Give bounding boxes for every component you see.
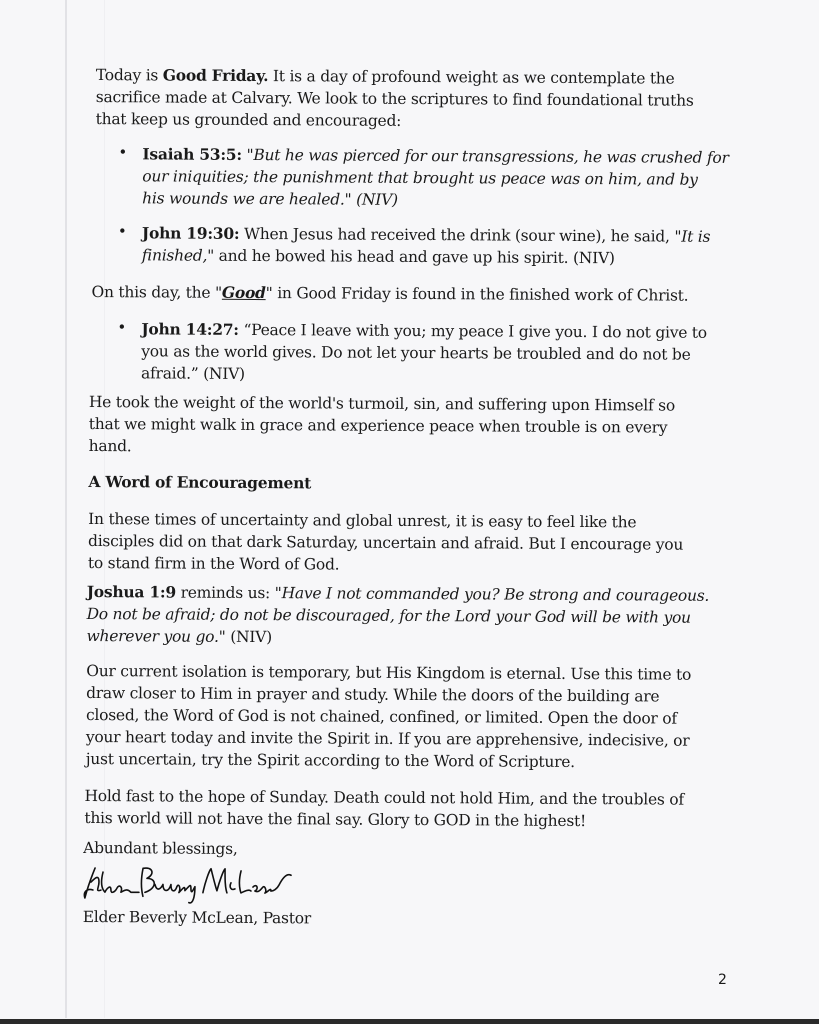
bullet-icon: • [117, 222, 127, 241]
scripture-ref: Isaiah 53:5: [142, 144, 242, 164]
joshua-paragraph: Joshua 1:9 reminds us: "Have I not commanded you? Be strong and courageous. Do not be afraid; do not be discouraged, for the Lord your God will be with you wherever you go." (NIV) [86, 581, 710, 647]
list-item-isaiah: Isaiah 53:5: "But he was pierced for our transgressions, he was crushed for our iniquities; the punishment that brought us peace was on him, and by his wounds we are healed." (NIV) [142, 144, 729, 209]
good-emphasis: Good [221, 282, 266, 303]
list-item-john-14-27: John 14:27: “Peace I leave with you; my peace I give you. I do not give to you as the world gives. Do not let your hearts be troubled and do not be afraid.” (NIV) [141, 319, 707, 383]
weight-paragraph: He took the weight of the world's turmoil, sin, and suffering upon Himself so that we might walk in grace and experience peace when trouble is on every hand. [88, 392, 676, 456]
closing: Abundant blessings, [83, 838, 238, 858]
scan-edge [0, 1019, 819, 1024]
signature [81, 862, 296, 905]
intro-paragraph: Today is Good Friday. It is a day of profound weight as we contemplate the sacrifice made at Calvary. We look to the scriptures to find foundational truths that keep us grounded and encouraged: [95, 65, 694, 130]
page-number: 2 [718, 972, 727, 988]
hold-paragraph: Hold fast to the hope of Sunday. Death could not hold Him, and the troubles of this world will not have the final say. Glory to GOD in the highest! [84, 786, 684, 831]
good-friday-bold: Good Friday. [162, 65, 269, 86]
list-item-john-19-30: John 19:30: When Jesus had received the drink (sour wine), he said, "It is finished," and he bowed his head and gave up his spirit. (NIV) [141, 223, 711, 268]
signer-name: Elder Beverly McLean, Pastor [82, 907, 312, 928]
scripture-ref: John 19:30: [141, 223, 240, 243]
times-paragraph: In these times of uncertainty and global unrest, it is easy to feel like the disciples did on that dark Saturday, uncertain and afraid. But I encourage you to stand firm in the Word of God. [87, 509, 684, 574]
isolation-paragraph: Our current isolation is temporary, but His Kingdom is eternal. Use this time to draw closer to Him in prayer and study. While the doors of the building are closed, the Word of God is not chained, confined, or limited. Open the door of your heart today and invite the Spirit in. If you are apprehensive, indecisive, or just uncertain, try the Spirit according to the Word of Scripture. [85, 661, 692, 771]
scripture-ref: Joshua 1:9 [86, 581, 176, 602]
scripture-ref: John 14:27: [141, 319, 239, 339]
bullet-icon: • [118, 143, 128, 162]
section-heading: A Word of Encouragement [88, 471, 312, 493]
good-paragraph: On this day, the "Good" in Good Friday is found in the finished work of Christ. [91, 282, 689, 305]
bullet-icon: • [117, 318, 127, 337]
